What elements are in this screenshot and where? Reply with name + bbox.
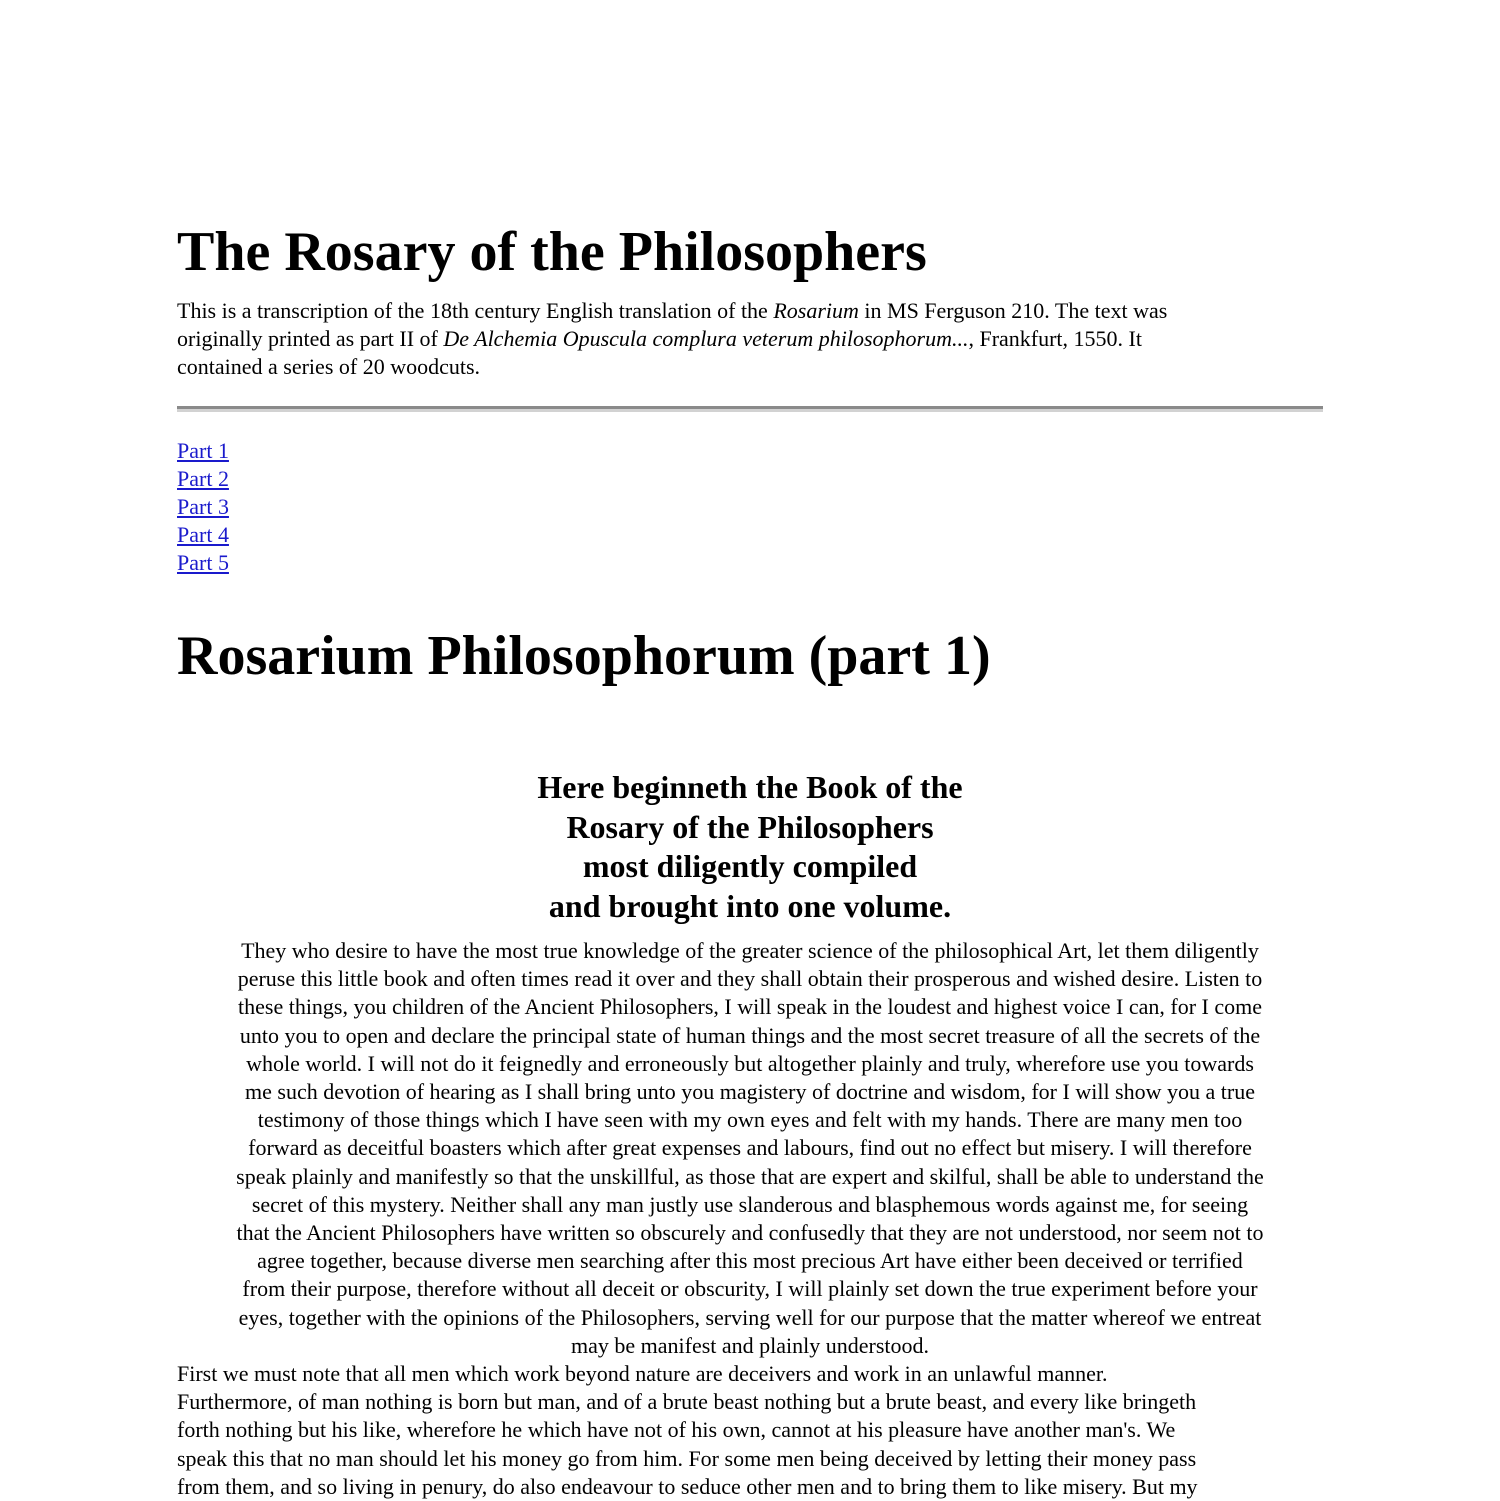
toc-link-part-3[interactable]: Part 3 — [177, 494, 229, 519]
intro-text: , Frankfurt, 1550. It — [968, 326, 1142, 351]
paragraph-line: from their purpose, therefore without all deceit or obscurity, I will plainly set down the true experiment before your — [242, 1276, 1258, 1302]
paragraph-line: forth nothing but his like, wherefore he which have not of his own, cannot at his pleasure have another man's. We — [177, 1417, 1176, 1443]
paragraph-line: speak plainly and manifestly so that the unskillful, as those that are expert and skilful, shall be able to understand the — [236, 1163, 1264, 1189]
paragraph-line: secret of this mystery. Neither shall any man justly use slanderous and blasphemous words against me, for seeing — [251, 1191, 1249, 1217]
paragraph-line: eyes, together with the opinions of the Philosophers, serving well for our purpose that the matter whereof we entreat — [238, 1304, 1262, 1330]
paragraph-line: forward as deceitful boasters which after great expenses and labours, find out no effect but misery. I will therefore — [248, 1135, 1252, 1161]
intro-text: in MS Ferguson 210. The text was — [858, 298, 1168, 323]
intro-line — [177, 297, 1323, 325]
toc-link-part-5[interactable]: Part 5 — [177, 550, 229, 575]
table-of-contents — [177, 437, 229, 577]
intro-text: originally printed as part II of — [177, 326, 444, 351]
horizontal-rule — [177, 406, 1323, 412]
paragraph-line: peruse this little book and often times read it over and they shall obtain their prosperous and wished desire. Listen to — [237, 966, 1263, 992]
page-title: The Rosary of the Philosophers — [177, 221, 927, 283]
paragraph-line: these things, you children of the Ancient Philosophers, I will speak in the loudest and highest voice I can, for I come — [238, 994, 1262, 1020]
intro-text: This is a transcription of the 18th century English translation of the — [177, 298, 774, 323]
paragraph-line: unto you to open and declare the principal state of human things and the most secret treasure of all the secrets of the — [239, 1022, 1261, 1048]
subheading-line: and brought into one volume. — [548, 887, 952, 924]
toc-link-part-2[interactable]: Part 2 — [177, 466, 229, 491]
intro-italic-title: De Alchemia Opuscula complura veterum philosophorum... — [443, 326, 969, 351]
subheading-line: Rosary of the Philosophers — [566, 808, 934, 845]
intro-paragraph — [177, 297, 1323, 381]
paragraph-line: agree together, because diverse men searching after this most precious Art have either been deceived or terrified — [257, 1248, 1243, 1274]
book-subheading — [177, 768, 1323, 926]
intro-text: contained a series of 20 woodcuts. — [177, 354, 481, 379]
paragraph-line: First we must note that all men which work beyond nature are deceivers and work in an unlawful manner. — [177, 1361, 1108, 1386]
intro-italic-title: Rosarium — [773, 298, 859, 323]
toc-link-part-4[interactable]: Part 4 — [177, 522, 229, 547]
centered-paragraph — [177, 937, 1323, 1360]
subheading-line: Here beginneth the Book of the — [537, 769, 963, 805]
intro-line — [177, 325, 1323, 353]
paragraph-line: me such devotion of hearing as I shall bring unto you magistery of doctrine and wisdom, for I will show you a true — [245, 1079, 1255, 1105]
body-paragraph — [177, 1360, 1323, 1501]
part-title: Rosarium Philosophorum (part 1) — [177, 625, 991, 687]
paragraph-line: Furthermore, of man nothing is born but man, and of a brute beast nothing but a brute beast, and every like bringeth — [177, 1389, 1197, 1415]
toc-link-part-1[interactable]: Part 1 — [177, 438, 229, 463]
paragraph-line: whole world. I will not do it feignedly and erroneously but altogether plainly and truly, wherefore use you towards — [246, 1050, 1254, 1076]
subheading-line: most diligently compiled — [582, 848, 918, 884]
intro-line — [177, 353, 1323, 381]
paragraph-line: They who desire to have the most true knowledge of the greater science of the philosophical Art, let them diligently — [241, 938, 1259, 963]
paragraph-line: testimony of those things which I have seen with my own eyes and felt with my hands. There are many men too — [257, 1107, 1243, 1133]
paragraph-line: speak this that no man should let his money go from him. For some men being deceived by letting their money pass — [177, 1445, 1197, 1471]
paragraph-line: that the Ancient Philosophers have written so obscurely and confusedly that they are not understood, nor seem not to — [236, 1220, 1264, 1246]
paragraph-line: may be manifest and plainly understood. — [570, 1332, 930, 1358]
paragraph-line: from them, and so living in penury, do also endeavour to seduce other men and to bring them to like misery. But my — [177, 1473, 1198, 1499]
